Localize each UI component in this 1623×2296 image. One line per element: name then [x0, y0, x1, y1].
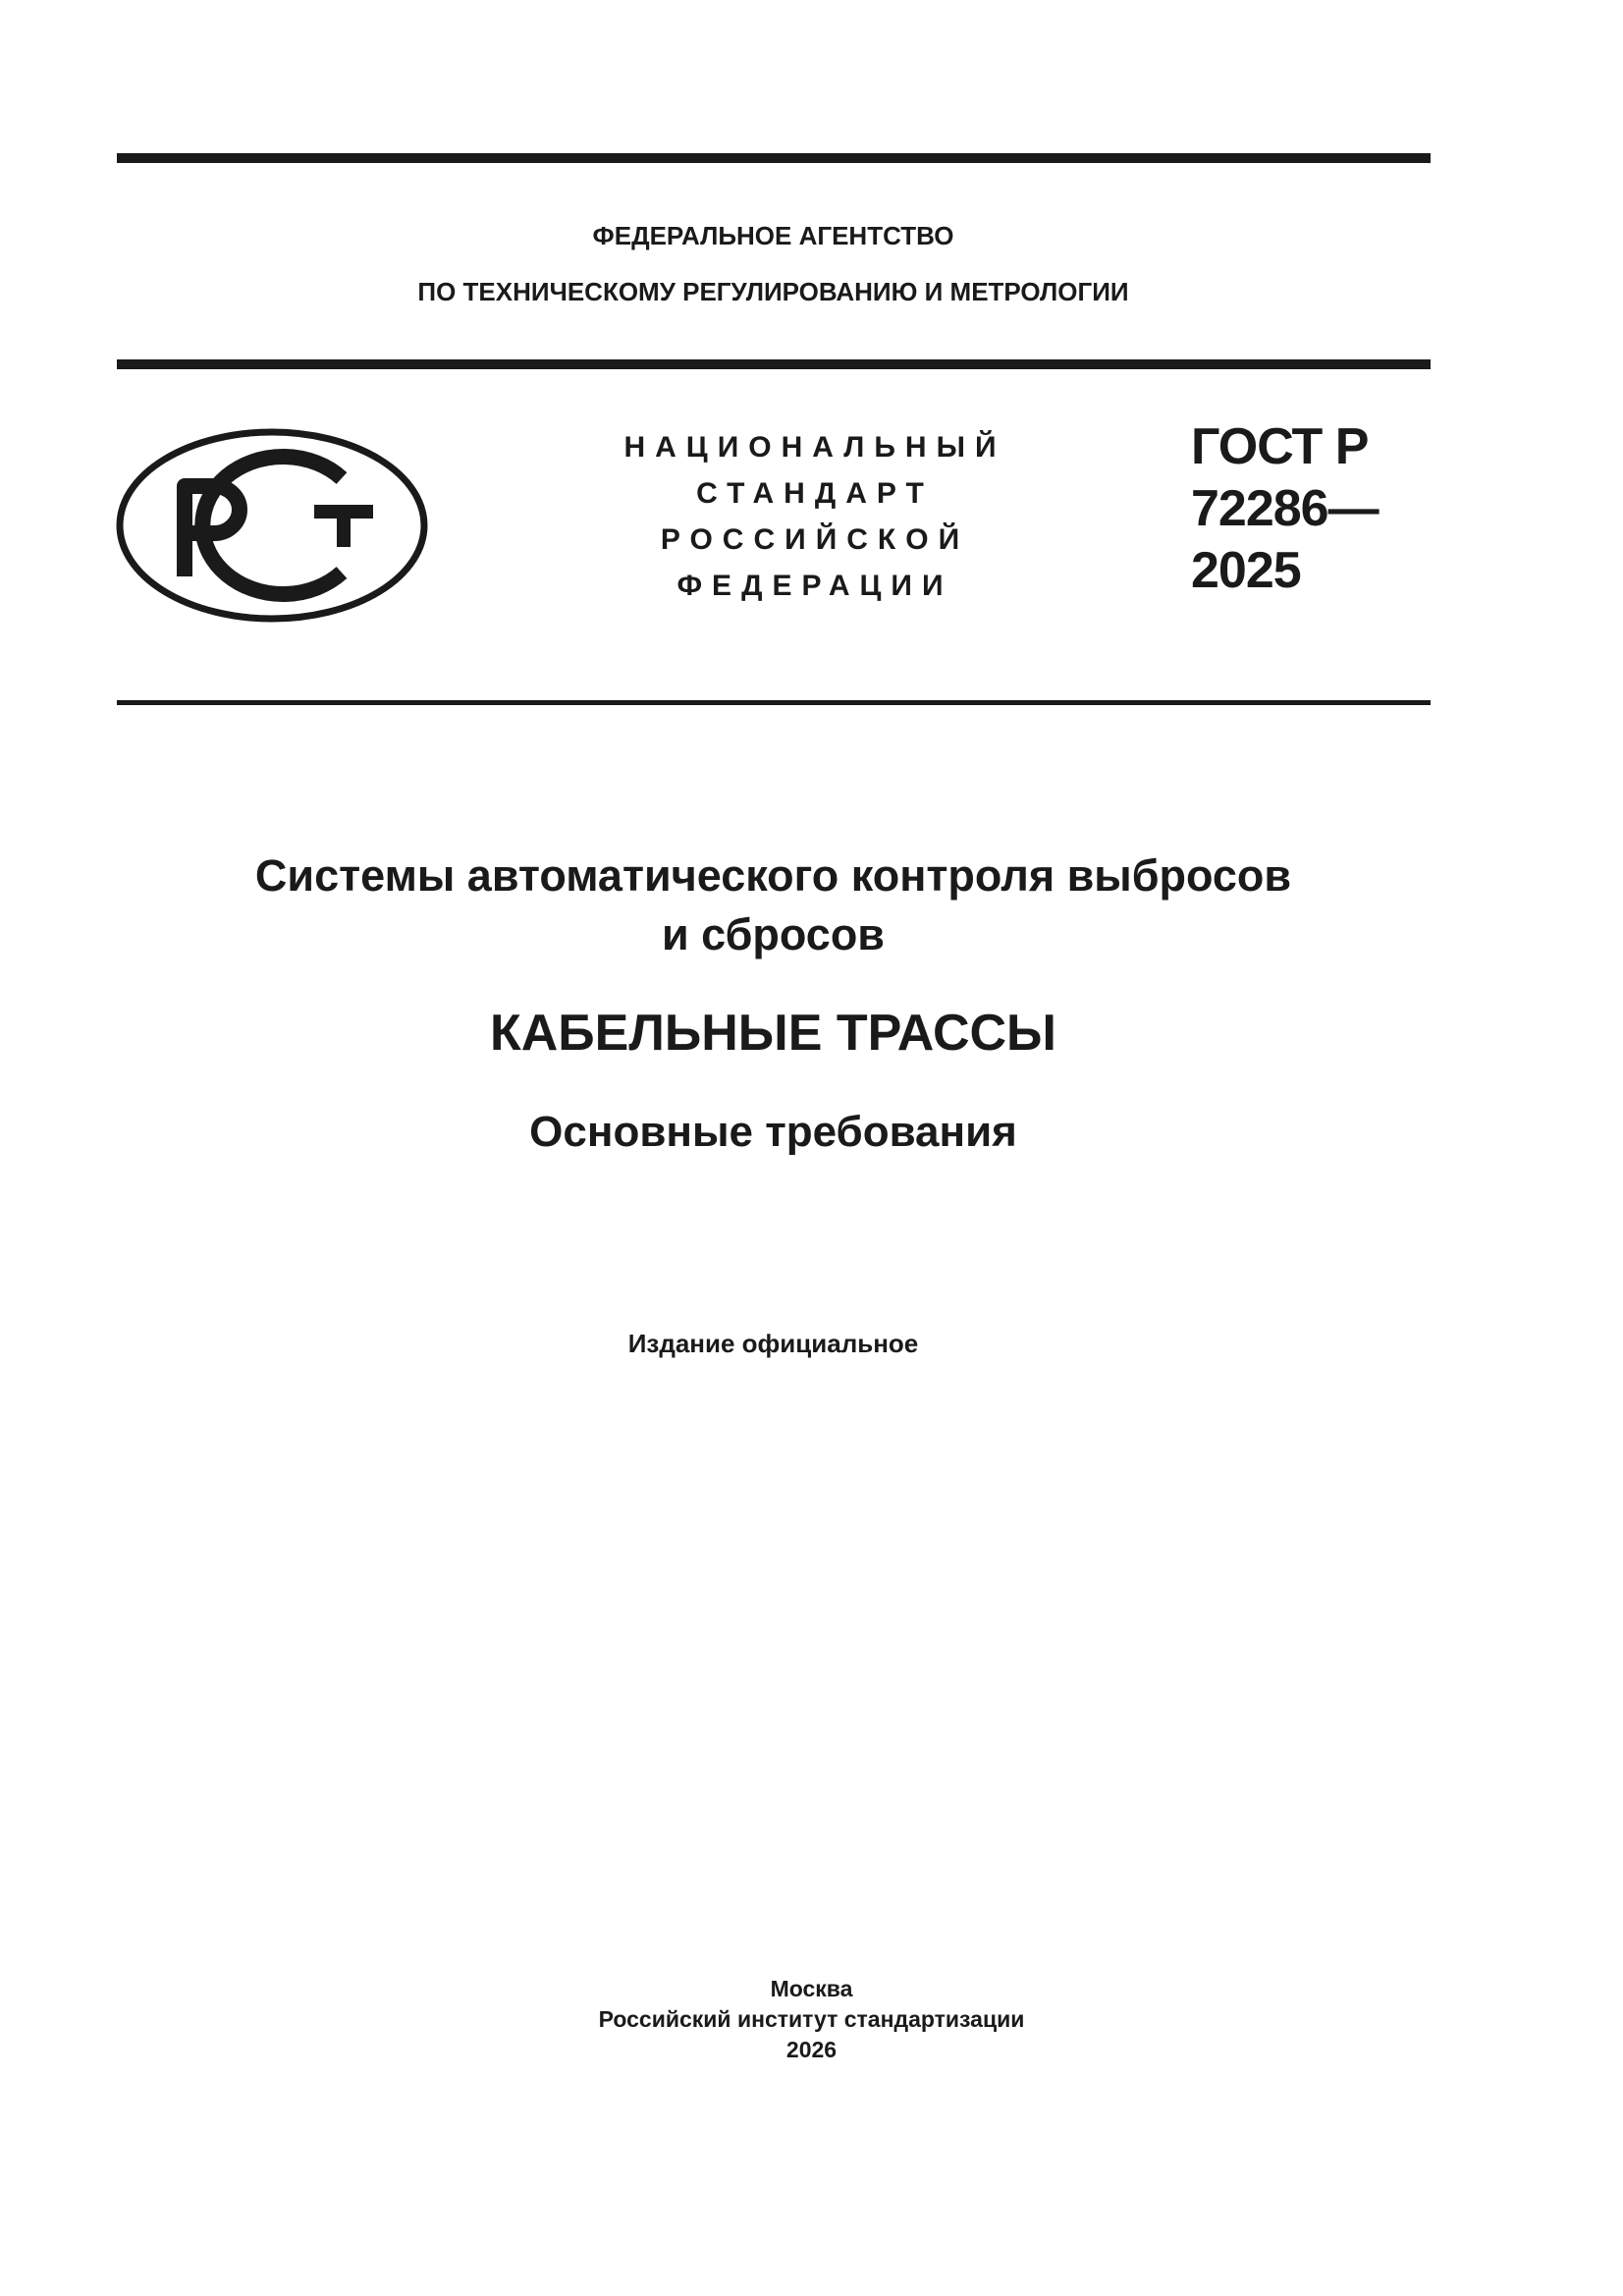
document-subtitle: КАБЕЛЬНЫЕ ТРАССЫ [490, 1005, 1056, 1062]
designation-line-3: 2025 [1191, 542, 1301, 599]
national-standard-line-4: ФЕДЕРАЦИИ [676, 570, 953, 602]
national-standard-block [589, 424, 1041, 609]
footer-publisher: Российский институт стандартизации [598, 2006, 1025, 2032]
middle-rule [117, 359, 1431, 369]
title-line-1: Системы автоматического контроля выбросов [254, 850, 1292, 901]
national-standard-line-3: РОССИЙСКОЙ [660, 523, 970, 556]
top-rule [117, 153, 1431, 163]
publication-footer [0, 1974, 1623, 2065]
standard-designation [1191, 416, 1379, 602]
rst-certification-mark-icon [116, 427, 428, 624]
agency-line-1: ФЕДЕРАЛЬНОЕ АГЕНТСТВО [592, 221, 954, 250]
national-standard-line-1: НАЦИОНАЛЬНЫЙ [623, 431, 1006, 464]
document-subsubtitle: Основные требования [529, 1108, 1017, 1156]
footer-year: 2026 [785, 2037, 838, 2062]
designation-line-1: ГОСТ Р [1191, 418, 1369, 475]
document-title [0, 847, 1546, 964]
designation-line-2: 72286— [1191, 480, 1379, 537]
footer-city: Москва [770, 1976, 853, 2001]
agency-line-2: ПО ТЕХНИЧЕСКОМУ РЕГУЛИРОВАНИЮ И МЕТРОЛОГИИ [417, 277, 1129, 306]
bottom-rule [117, 700, 1431, 705]
title-line-2: и сбросов [662, 909, 885, 959]
edition-label: Издание официальное [627, 1329, 919, 1358]
national-standard-line-2: СТАНДАРТ [696, 477, 934, 510]
